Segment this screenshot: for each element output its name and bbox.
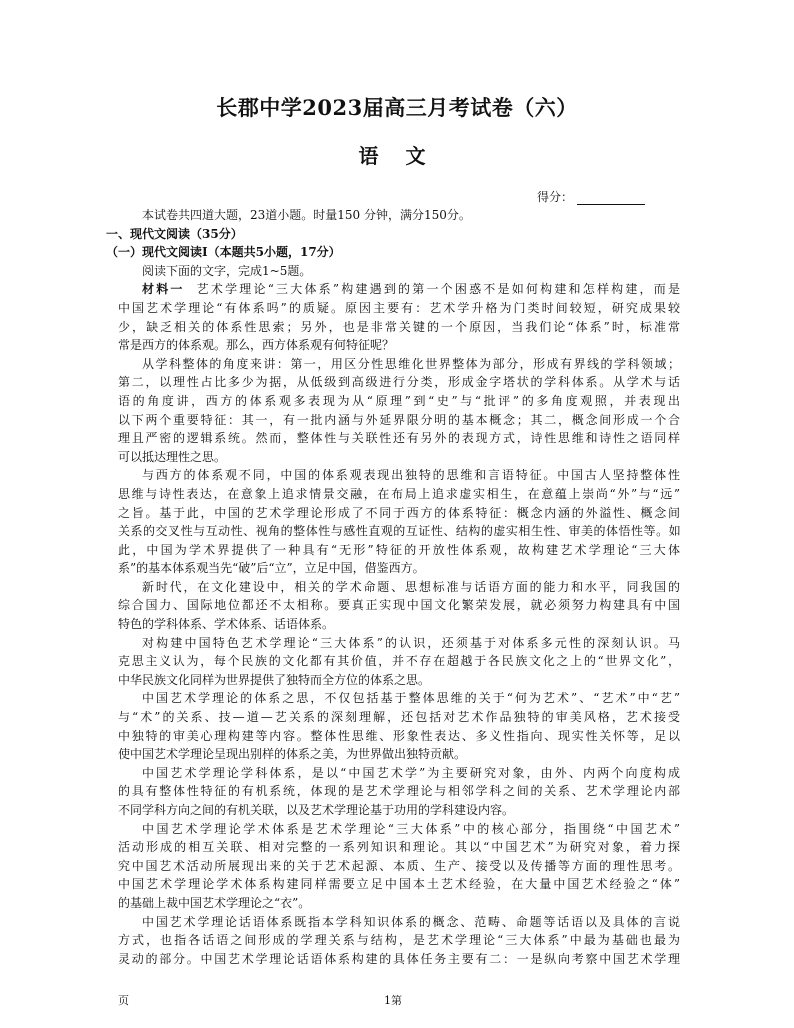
paragraph-line: 使中国艺术学理论呈现出别样的体系之美，为世界做出独特贡献。 [118, 747, 467, 762]
paragraph-line: 可以抵达理性之思。 [118, 449, 227, 464]
paragraph-line: 第二，以理性占比多少为据，从低级到高级进行分类，形成金字塔状的学科体系。从学术与话 [118, 375, 680, 390]
paragraph-line: 的基础上裁中国艺术学理论之“衣”。 [118, 895, 311, 910]
paragraph-line: 与“术”的关系、技—道—艺关系的深刻理解，还包括对艺术作品独特的审美风格，艺术接受 [118, 710, 680, 725]
paragraph-line: 活动形成的相互关联、相对完整的一系列知识和理论。其以“中国艺术”为研究对象，着力探 [118, 840, 680, 855]
paragraph-line: 中国艺术学理论的体系之思，不仅包括基于整体思维的关于“何为艺术”、“艺术”中“艺” [142, 691, 680, 706]
subject-title: 语 文 [358, 144, 436, 168]
paragraph-line: 中国艺术学理论学科体系，是以“中国艺术学”为主要研究对象，由外、内两个向度构成 [142, 765, 680, 780]
paragraph-line: 中独特的审美心理构建等内容。整体性思维、形象性表达、多义性指向、现实性关怀等，足以 [118, 728, 680, 743]
paragraph-line [118, 280, 680, 299]
paragraph-line: 少，缺乏相关的体系性思索；另外，也是非常关键的一个原因，当我们论“体系”时，标准常 [118, 319, 680, 334]
section-heading: 一、现代文阅读（35分） [106, 226, 243, 241]
paragraph-line: 综合国力、国际地位都还不太相称。要真正实现中国文化繁荣发展，就必须努力构建具有中国 [118, 598, 680, 613]
paragraph-line: 语的角度讲，西方的体系观多表现为从“原理”到“史”与“批评”的多角度观照，并表现出 [118, 393, 680, 408]
paragraph-line: 究中国艺术活动所展现出来的关于艺术起源、本质、生产、接受以及传播等方面的理性思考。 [118, 858, 680, 873]
paragraph-line: 中国艺术学理论学术体系构建同样需要立足中国本土艺术经验，在大量中国艺术经验之“体” [118, 877, 680, 892]
paragraph-line: 克思主义认为，每个民族的文化都有其价值，并不存在超越于各民族文化之上的“世界文化”， [118, 654, 680, 669]
paragraph-line: 方式，也指各话语之间形成的学理关系与结构，是艺术学理论“三大体系”中最为基础也最为 [118, 933, 680, 948]
material-label: 材料一 [142, 282, 185, 297]
paragraph-line: 系”的基本体系观当先“破”后“立”，立足中国，借鉴西方。 [118, 561, 425, 576]
paragraph-line: 思维与诗性表达，在意象上追求情景交融，在布局上追求虚实相生，在意蕴上崇尚“外”与“远” [118, 486, 680, 501]
exam-intro: 本试卷共四道大题，23道小题。时量150 分钟，满分150分。 [142, 208, 471, 222]
paragraph-line: 新时代，在文化建设中，相关的学术命题、思想标准与话语方面的能力和水平，同我国的 [142, 579, 680, 594]
footer-page-number: 1第 [384, 994, 402, 1007]
paragraph-line: 中国艺术学理论学术体系是艺术学理论“三大体系”中的核心部分，指围绕“中国艺术” [142, 821, 680, 836]
subsection-heading: （一）现代文阅读Ⅰ（本题共5小题，17分） [106, 245, 341, 260]
paragraph-line: 不同学科方向之间的有机关联，以及艺术学理论基于功用的学科建设内容。 [118, 803, 515, 817]
paragraph-line: 与西方的体系观不同，中国的体系观表现出独特的思维和言语特征。中国古人坚持整体性 [142, 468, 680, 483]
exam-body [106, 206, 680, 968]
paragraph-line: 以下两个重要特征：其一，有一批内涵与外延界限分明的基本概念；其二，概念间形成一个合 [118, 412, 680, 427]
paragraph-line: 特色的学科体系、学术体系、话语体系。 [118, 617, 335, 632]
paragraph-line: 的具有整体性特征的有机系统，体现的是艺术学理论与相邻学科之间的关系、艺术学理论内部 [118, 784, 680, 799]
paragraph-line: 中国艺术学理论“有体系吗”的质疑。原因主要有：艺术学升格为门类时间较短，研究成果较 [118, 300, 680, 315]
paragraph-line: 对构建中国特色艺术学理论“三大体系”的认识，还须基于对体系多元性的深刻认识。马 [142, 635, 680, 650]
paragraph-line: 关系的交叉性与互动性、视角的整体性与感性直观的互证性、结构的虚实相生性、审美的体悟性等。如 [118, 524, 680, 539]
footer-page-label: 页 [118, 994, 129, 1007]
paragraph-line: 灵动的部分。中国艺术学理论话语体系构建的具体任务主要有二：一是纵向考察中国艺术学理 [118, 951, 680, 966]
paragraph-line: 之旨。基于此，中国的艺术学理论形成了不同于西方的体系特征：概念内涵的外溢性、概念间 [118, 505, 680, 520]
score-field [537, 188, 645, 205]
score-blank-line [577, 192, 645, 205]
line-text: 艺术学理论“三大体系”构建遇到的第一个困惑不是如何构建和怎样构建，而是 [196, 282, 680, 297]
paragraph-line: 中国艺术学理论话语体系既指本学科知识体系的概念、范畴、命题等话语以及具体的言说 [142, 914, 680, 929]
paragraph-line: 常是西方的体系观。那么，西方体系观有何特征呢？ [118, 338, 395, 353]
paragraph-line: 此，中国为学术界提供了一种具有“无形”特征的开放性体系观，故构建艺术学理论“三大体 [118, 542, 680, 557]
paragraph-line: 中华民族文化同样为世界提供了独特而全方位的体系之思。 [118, 672, 431, 687]
score-label: 得分： [537, 190, 574, 204]
exam-title: 长郡中学2023届高三月考试卷（六） [216, 95, 578, 120]
paragraph-line: 从学科整体的角度来讲：第一，用区分性思维化世界整体为部分，形成有界线的学科领域； [142, 356, 680, 371]
paragraph-line: 理且严密的逻辑系统。然而，整体性与关联性还有另外的表现方式，诗性思维和诗性之语同样 [118, 431, 680, 446]
reading-instruction: 阅读下面的文字，完成1~5题。 [142, 263, 312, 278]
